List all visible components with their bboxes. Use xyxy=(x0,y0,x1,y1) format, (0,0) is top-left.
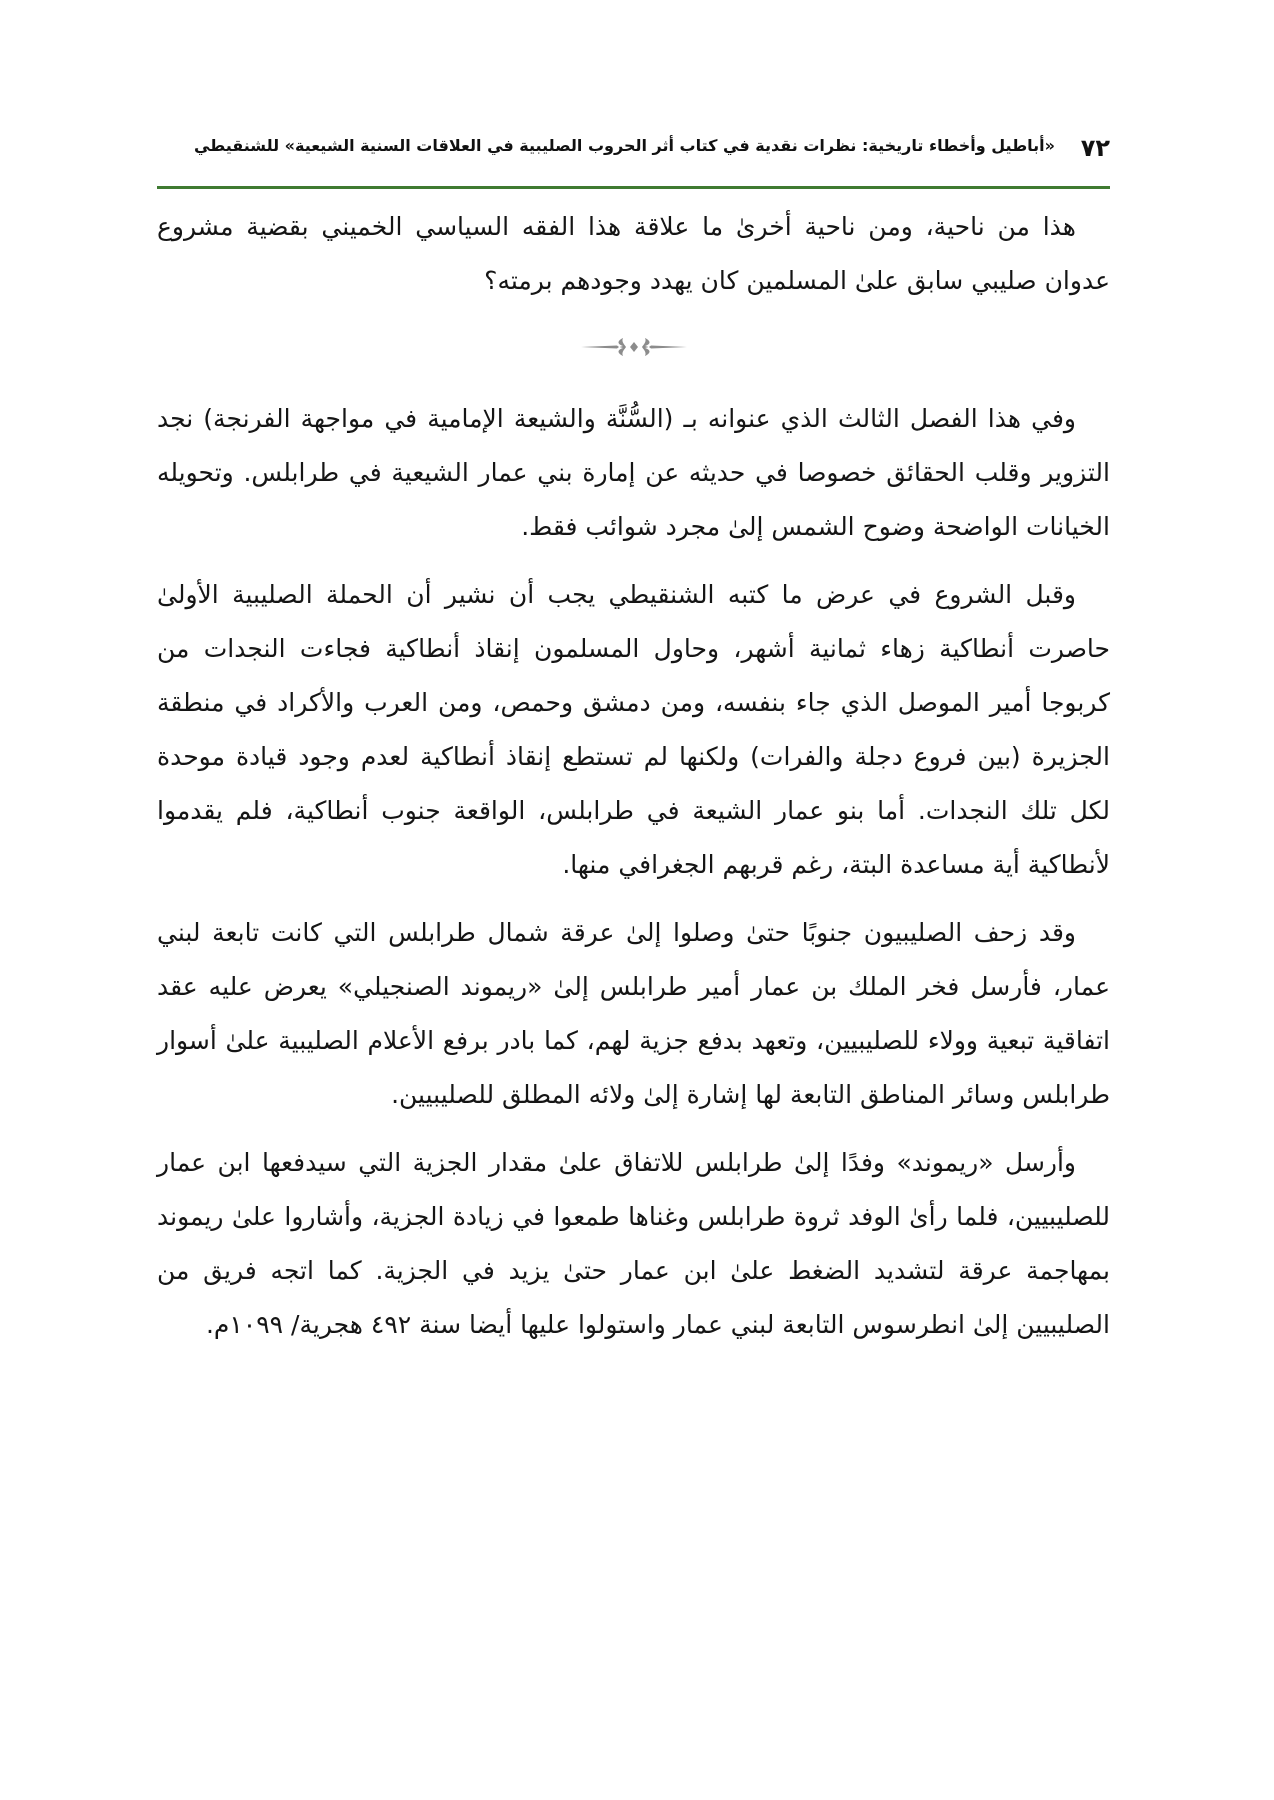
header-rule xyxy=(157,186,1110,189)
paragraph-3: وقبل الشروع في عرض ما كتبه الشنقيطي يجب أن نشير أن الحملة الصليبية الأولىٰ حاصرت أنطاكية زهاء ثمانية أشهر، وحاول المسلمون إنقاذ أنطاكية فجاءت النجدات من كربوجا أمير الموصل الذي جاء بنفسه، ومن دمشق وحمص، ومن العرب والأكراد في منطقة الجزيرة (بين فروع دجلة والفرات) ولكنها لم تستطع إنقاذ أنطاكية لعدم وجود قيادة موحدة لكل تلك النجدات. أما بنو عمار الشيعة في طرابلس، الواقعة جنوب أنطاكية، فلم يقدموا لأنطاكية أية مساعدة البتة، رغم قربهم الجغرافي منها. xyxy=(157,580,1110,879)
page-number: ٧٢ xyxy=(1080,134,1110,162)
paragraph-5: وأرسل «ريموند» وفدًا إلىٰ طرابلس للاتفاق علىٰ مقدار الجزية التي سيدفعها ابن عمار للصليبيين، فلما رأىٰ الوفد ثروة طرابلس وغناها طمعوا في زيادة الجزية، وأشاروا علىٰ ريموند بمهاجمة عرقة لتشديد الضغط علىٰ ابن عمار حتىٰ يزيد في الجزية. كما اتجه فريق من الصليبيين إلىٰ انطرسوس التابعة لبني عمار واستولوا عليها أيضا سنة ٤٩٢ هجرية/ ١٠٩٩م. xyxy=(157,1148,1110,1339)
running-header xyxy=(157,128,1110,168)
paragraph-2: وفي هذا الفصل الثالث الذي عنوانه بـ (السُّنَّة والشيعة الإمامية في مواجهة الفرنجة) نجد التزوير وقلب الحقائق خصوصا في حديثه عن إمارة بني عمار الشيعية في طرابلس. وتحويله الخيانات الواضحة وضوح الشمس إلىٰ مجرد شوائب فقط. xyxy=(157,404,1110,541)
paragraph-4: وقد زحف الصليبيون جنوبًا حتىٰ وصلوا إلىٰ عرقة شمال طرابلس التي كانت تابعة لبني عمار، فأرسل فخر الملك بن عمار أمير طرابلس إلىٰ «ريموند الصنجيلي» يعرض عليه عقد اتفاقية تبعية وولاء للصليبيين، وتعهد بدفع جزية لهم، كما بادر برفع الأعلام الصليبية علىٰ أسوار طرابلس وسائر المناطق التابعة لها إشارة إلىٰ ولائه المطلق للصليبيين. xyxy=(157,918,1110,1109)
running-header-title: «أباطيل وأخطاء تاريخية: نظرات نقدية في كتاب أثر الحروب الصليبية في العلاقات السنية الشيعية» للشنقيطي xyxy=(193,136,1055,155)
paragraph-1: هذا من ناحية، ومن ناحية أخرىٰ ما علاقة هذا الفقه السياسي الخميني بقضية مشروع عدوان صليبي سابق علىٰ المسلمين كان يهدد وجودهم برمته؟ xyxy=(157,212,1110,295)
section-divider-flourish-icon xyxy=(579,335,689,359)
body-text xyxy=(157,200,1110,1366)
section-divider xyxy=(157,322,1110,372)
